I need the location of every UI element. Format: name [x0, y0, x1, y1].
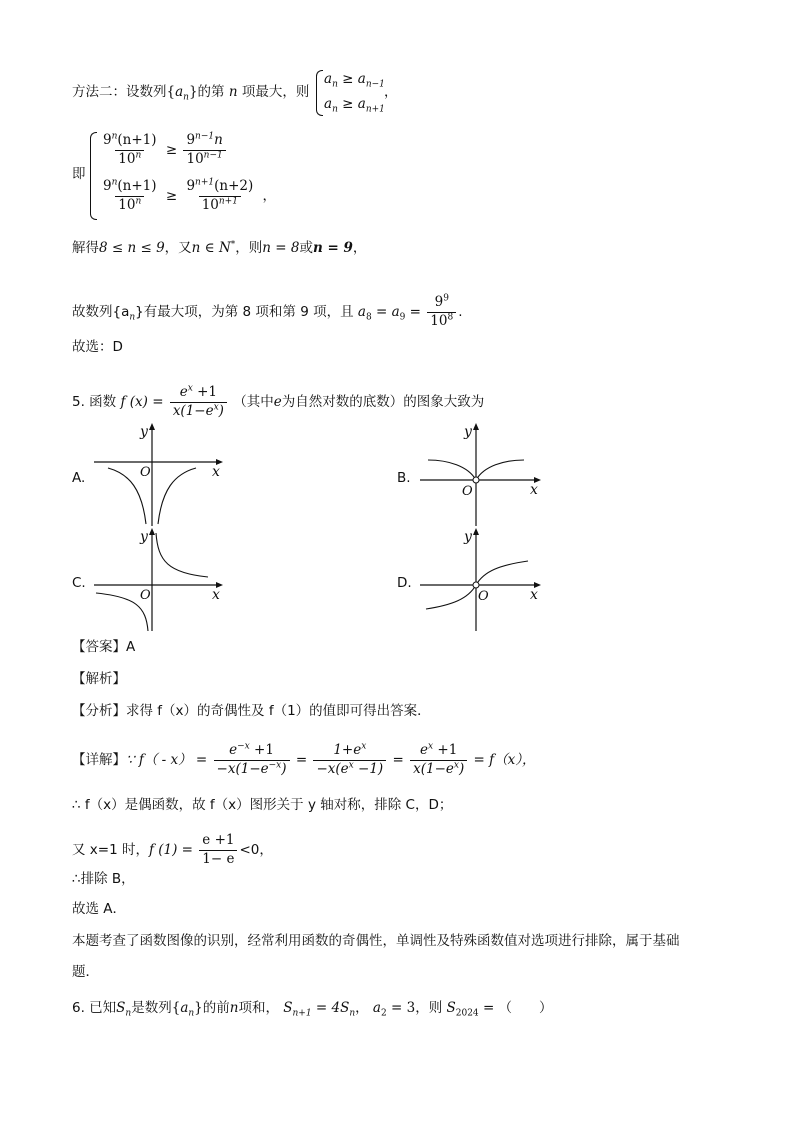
svg-text:O: O — [462, 484, 473, 499]
svg-text:O: O — [140, 588, 151, 603]
svg-text:y: y — [464, 424, 472, 440]
graph-a-right-branch — [158, 468, 196, 524]
svg-text:y: y — [464, 529, 472, 545]
graph-a-x-label: x — [212, 464, 220, 480]
step-ji: 即 — [72, 166, 86, 182]
method2-cond1: $a_n \ge a_{n-1}$ — [324, 71, 385, 90]
summary-line2: 题． — [72, 964, 99, 980]
method2-cond2: $a_n \ge a_{n+1}$ — [324, 96, 385, 115]
conclusion-line: 故数列$\{a_n\}$有最大项，为第 8 项和第 9 项，且 $a_8 = a_9$ = $\frac{9^9}{10^8}$ . — [72, 293, 463, 329]
summary-line1: 本题考查了函数图像的识别，经常利用函数的奇偶性，单调性及特殊函数值对选项进行排除，属于基础 — [72, 933, 680, 949]
choose-line: 故选 A． — [72, 901, 127, 917]
answer-tag: 【答案】 — [72, 639, 126, 655]
solve-line: 解得8 ≤ n ≤ 9，又n ∈ N*，则n = 8或n = 9， — [72, 239, 367, 256]
option-b-label[interactable]: B. — [397, 470, 411, 486]
q6-line: 6. 已知$S_n$是数列$\{a_n\}$的前n项和， $S_{n+1} = 4S_n$， $a_2 = 3$，则 $S_{2024}$ = （ ） — [72, 1000, 553, 1019]
graph-a-y-label: y — [140, 424, 148, 440]
graph-b-right-branch — [476, 460, 524, 480]
svg-text:x: x — [530, 482, 538, 498]
answer-value: A — [126, 639, 136, 655]
graph-c-right-branch — [156, 533, 208, 577]
f1-line: 又 x=1 时，f (1) = $\frac{e +1}{1- e}$ <0， — [72, 832, 273, 867]
step-row2: $\frac{9^n(n+1)}{10^n}$ ≥ $\frac{9^{n+1}(n+2)}{10^{n+1}}$ ， — [103, 177, 277, 213]
method2-comma: ， — [384, 84, 398, 100]
graph-d-hole — [473, 582, 479, 588]
svg-text:y: y — [140, 529, 148, 545]
even-line: ∴ f（x）是偶函数，故 f（x）图形关于 y 轴对称，排除 C，D； — [72, 797, 453, 813]
svg-text:x: x — [530, 587, 538, 603]
graph-d[interactable] — [418, 527, 548, 633]
graph-b-left-branch — [428, 460, 476, 480]
graph-d-left-branch — [426, 585, 476, 609]
analysis-tag: 【解析】 — [72, 671, 126, 687]
q5-line: 5. 函数 f (x) = $\frac{e^x +1}{x(1-e^x)}$ （其中e为自然对数的底数）的图象大致为 — [72, 383, 485, 419]
svg-text:x: x — [212, 587, 220, 603]
answer-line — [72, 641, 135, 655]
option-d-label[interactable]: D. — [397, 575, 412, 591]
method2-brace — [316, 70, 323, 116]
graph-a[interactable] — [90, 422, 230, 528]
method2-intro: 方法二：设数列 — [72, 84, 167, 100]
graph-b[interactable] — [418, 422, 548, 528]
exclude-line: ∴排除 B， — [72, 871, 135, 887]
fenxi-line: 【分析】求得 f（x）的奇偶性及 f（1）的值即可得出答案． — [72, 703, 431, 719]
answer-prev: 故选：D — [72, 339, 123, 355]
method2-line: 方法二：设数列$\{a_n\}$的第 n 项最大，则 — [72, 84, 310, 103]
graph-c[interactable] — [90, 527, 230, 633]
graph-d-right-branch — [476, 561, 528, 585]
graph-a-y-arrow — [149, 423, 155, 430]
step-brace — [90, 132, 97, 220]
graph-a-origin: O — [140, 465, 151, 480]
graph-b-hole — [473, 477, 479, 483]
svg-text:O: O — [478, 589, 489, 604]
detail-line: 【详解】∵ f（ - x） = $\frac{e^{-x} +1}{-x(1-e^{-x})}$ = $\frac{1+e^x}{-x(e^x -1)}$ = $\frac{e^x +1}{x(1-e^x)}$ = f（x）， — [72, 741, 536, 777]
option-c-label[interactable]: C. — [72, 575, 86, 591]
step-row1: $\frac{9^n(n+1)}{10^n}$ ≥ $\frac{9^{n-1}n}{10^{n-1}}$ — [98, 134, 228, 166]
option-a-label[interactable]: A. — [72, 470, 86, 486]
